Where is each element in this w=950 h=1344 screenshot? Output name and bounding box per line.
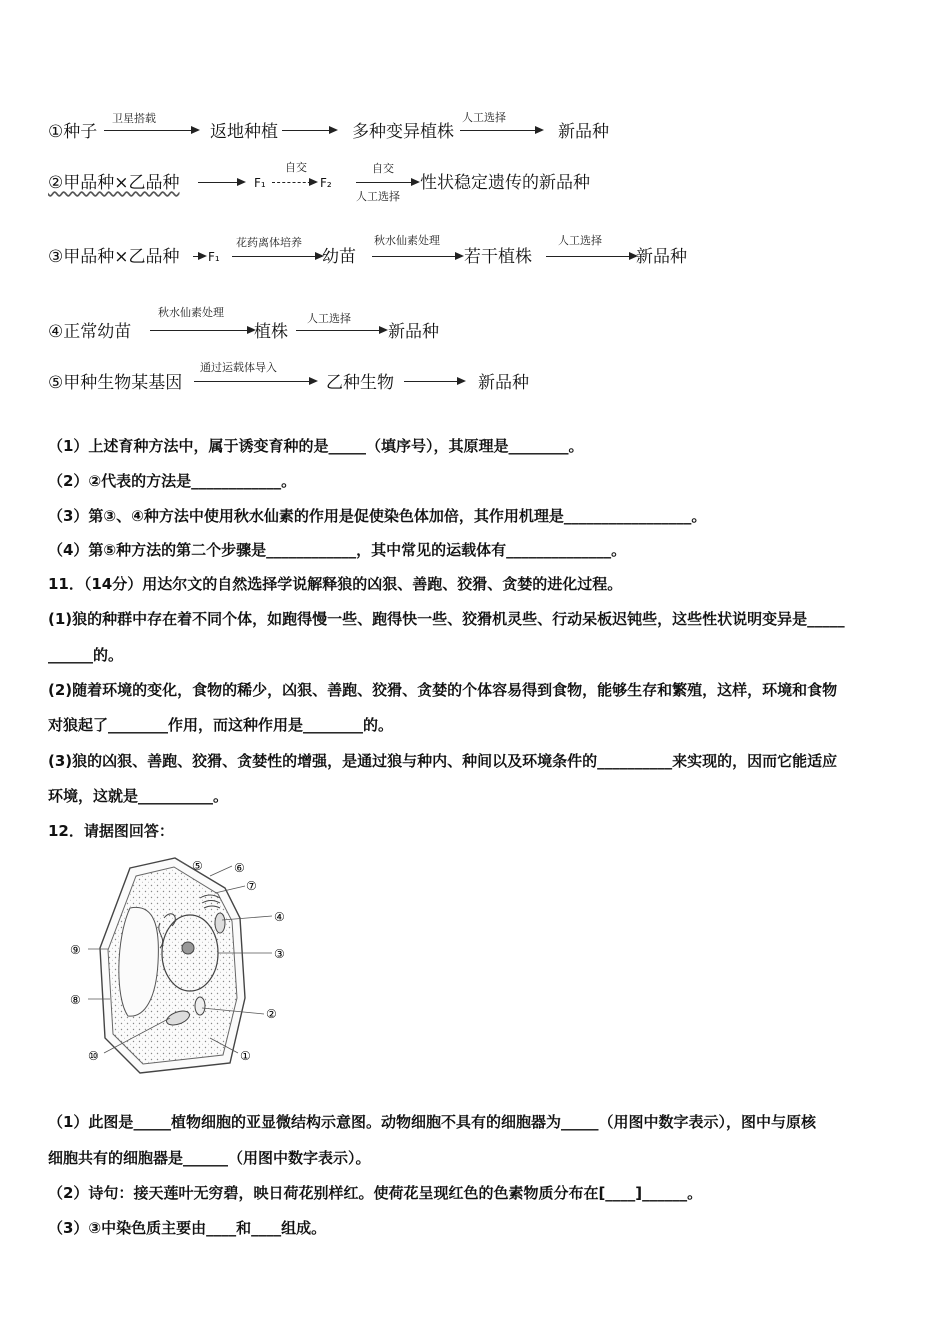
flow-r1-end: 新品种 — [558, 122, 609, 142]
label-7: ⑦ — [246, 879, 257, 893]
flow-r2-arrow2-label: 自交 — [285, 161, 307, 174]
label-9: ⑨ — [70, 943, 81, 957]
flow-r1-arrow3-label: 人工选择 — [462, 111, 506, 124]
flow-arrow — [150, 330, 254, 331]
flow-arrow — [372, 256, 462, 257]
label-5: ⑤ — [192, 859, 203, 873]
flow-r3-start: ③甲品种×乙品种 — [48, 247, 180, 267]
q10-part4: （4）第⑤种方法的第二个步骤是____________，其中常见的运载体有______________。 — [48, 541, 627, 559]
q12-part2: （2）诗句：接天莲叶无穷碧，映日荷花别样红。使荷花呈现红色的色素物质分布在[____]______。 — [48, 1184, 703, 1202]
flow-arrow — [296, 330, 386, 331]
flow-r2-arrow3-bottom-label: 人工选择 — [356, 190, 400, 203]
flow-r2-start: ②甲品种×乙品种 — [48, 173, 180, 193]
flow-arrow — [546, 256, 636, 257]
label-6: ⑥ — [234, 861, 245, 875]
flow-r4-arrow2-label: 人工选择 — [307, 312, 351, 325]
flow-r3-arrow2-label: 花药离体培养 — [236, 236, 302, 249]
flow-r3-arrow4-label: 人工选择 — [558, 234, 602, 247]
flow-r4-arrow1-label: 秋水仙素处理 — [158, 306, 224, 319]
flow-r3-node4: 若干植株 — [464, 247, 532, 267]
flow-r3-end: 新品种 — [636, 247, 687, 267]
flow-r1-node2: 返地种植 — [210, 122, 278, 142]
flow-arrow — [193, 256, 205, 257]
nucleolus — [182, 942, 194, 954]
chloroplast — [215, 913, 225, 933]
flow-r5-node2: 乙种生物 — [326, 373, 394, 393]
flow-r4-node2: 植株 — [254, 322, 288, 342]
label-8: ⑧ — [70, 993, 81, 1007]
flow-r5-end: 新品种 — [478, 373, 529, 393]
flow-arrow — [356, 182, 418, 183]
flow-r3-arrow3-label: 秋水仙素处理 — [374, 234, 440, 247]
flow-arrow — [404, 381, 464, 382]
q12-part3: （3）③中染色质主要由____和____组成。 — [48, 1219, 327, 1237]
flow-r3-node2: F₁ — [208, 250, 220, 264]
flow-r3-node3: 幼苗 — [322, 247, 356, 267]
flow-r2-node2: F₁ — [254, 176, 266, 190]
mitochondrion — [195, 997, 205, 1015]
q11-part1-line1: (1)狼的种群中存在着不同个体，如跑得慢一些、跑得快一些、狡猾机灵些、行动呆板迟钝些，这些性状说明变异是_____ — [48, 610, 845, 628]
flow-arrow — [198, 182, 244, 183]
q11-part2-line2: 对狼起了________作用，而这种作用是________的。 — [48, 716, 394, 734]
label-10: ⑩ — [88, 1049, 99, 1063]
flow-r5-start: ⑤甲种生物某基因 — [48, 373, 183, 393]
flow-r5-arrow1-label: 通过运载体导入 — [200, 361, 277, 374]
flow-r1-start: ①种子 — [48, 122, 98, 142]
q10-part2: （2）②代表的方法是____________。 — [48, 472, 297, 490]
q11-part2-line1: (2)随着环境的变化，食物的稀少，凶狠、善跑、狡猾、贪婪的个体容易得到食物，能够生存和繁殖，这样，环境和食物 — [48, 681, 838, 699]
q10-part1: （1）上述育种方法中，属于诱变育种的是_____（填序号），其原理是________。 — [48, 437, 584, 455]
label-1: ① — [240, 1049, 251, 1063]
q12-part1-line2: 细胞共有的细胞器是______（用图中数字表示）。 — [48, 1149, 371, 1167]
q11-part3-line2: 环境，这就是__________。 — [48, 787, 229, 805]
flow-r1-arrow1-label: 卫星搭载 — [112, 112, 156, 125]
q10-part3: （3）第③、④种方法中使用秋水仙素的作用是促使染色体加倍，其作用机理是_________________。 — [48, 507, 707, 525]
q12-part1-line1: （1）此图是_____植物细胞的亚显微结构示意图。动物细胞不具有的细胞器为_____（用图中数字表示），图中与原核 — [48, 1113, 816, 1131]
q12-heading: 12．请据图回答： — [48, 822, 174, 840]
flow-r2-node3: F₂ — [320, 176, 332, 190]
q11-part1-line2: ______的。 — [48, 646, 124, 664]
q11-heading — [48, 574, 622, 594]
flow-arrow — [104, 130, 198, 131]
flow-arrow — [282, 130, 336, 131]
flow-r2-end: 性状稳定遗传的新品种 — [420, 173, 590, 193]
flow-r1-node3: 多种变异植株 — [352, 122, 454, 142]
flow-r4-end: 新品种 — [388, 322, 439, 342]
label-3: ③ — [274, 947, 285, 961]
flow-arrow — [232, 256, 322, 257]
label-4: ④ — [274, 910, 285, 924]
flow-r4-start: ④正常幼苗 — [48, 322, 132, 342]
q11-heading-text: 11．（14分）用达尔文的自然选择学说解释狼的凶狠、善跑、狡猾、贪婪的进化过程。 — [48, 575, 623, 593]
plant-cell-diagram — [60, 848, 305, 1083]
flow-arrow — [194, 381, 316, 382]
flow-arrow — [272, 182, 316, 183]
flow-arrow — [460, 130, 542, 131]
label-2: ② — [266, 1007, 277, 1021]
flow-r2-arrow3-top-label: 自交 — [372, 162, 394, 175]
q11-part3-line1: (3)狼的凶狠、善跑、狡猾、贪婪性的增强，是通过狼与种内、种间以及环境条件的__________来实现的，因而它能适应 — [48, 752, 838, 770]
